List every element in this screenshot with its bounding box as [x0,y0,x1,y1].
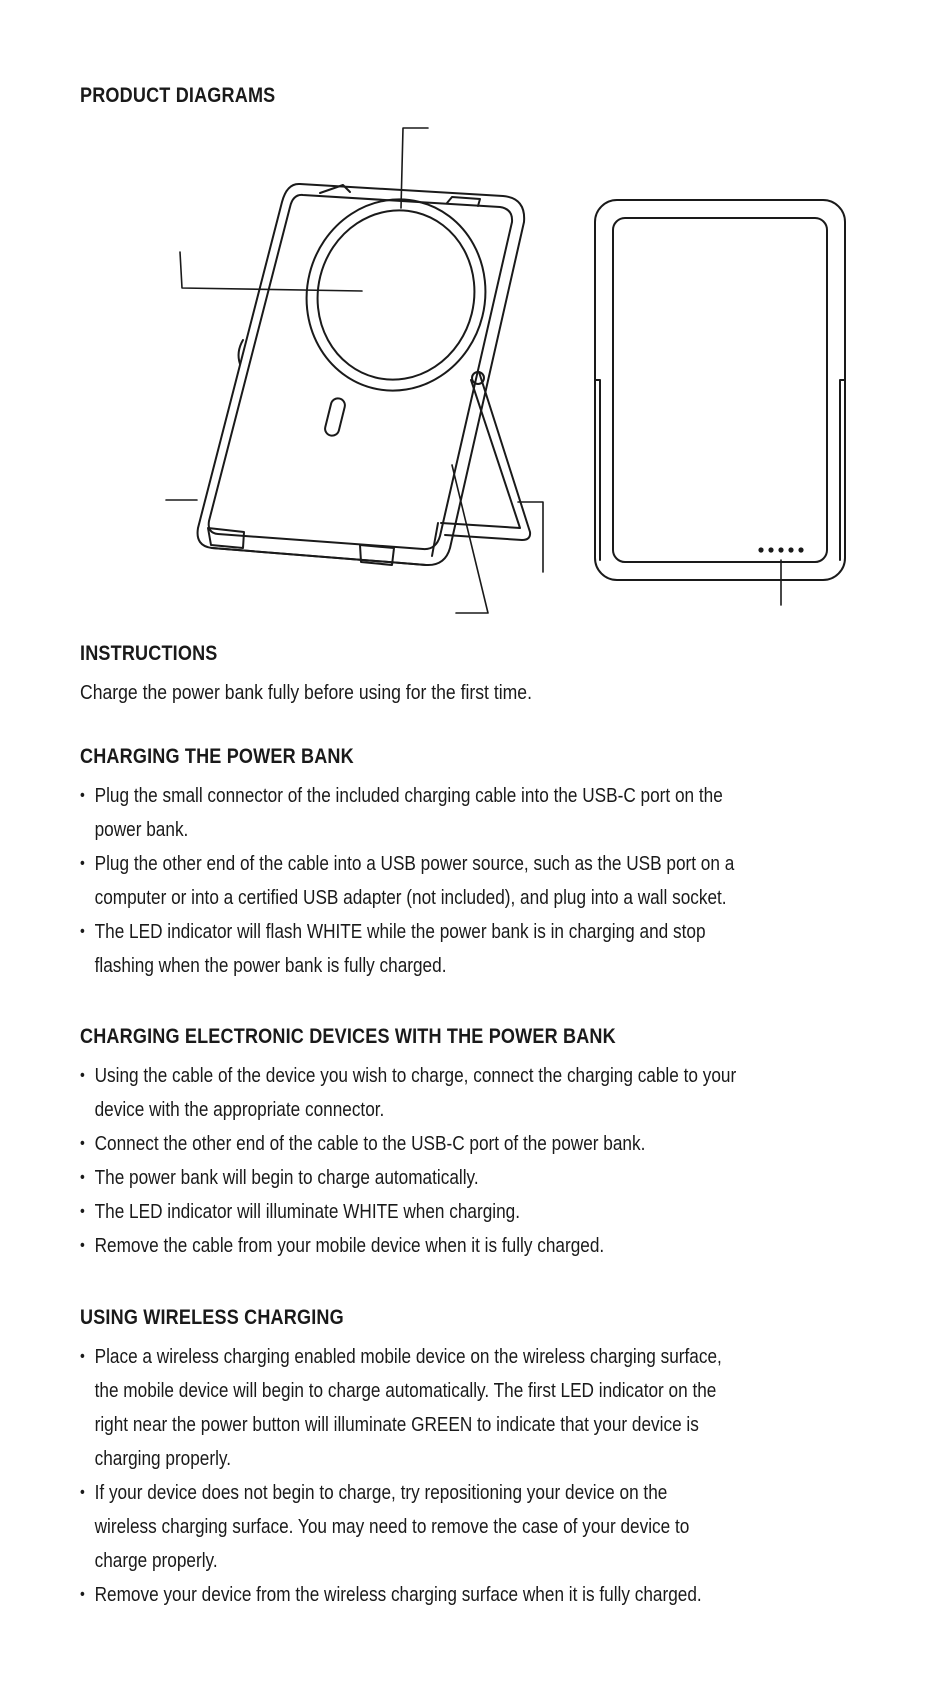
list-item: • Connect the other end of the cable to the USB-C port of the power bank. [80,1127,923,1161]
instructions-text: Charge the power bank fully before using for the first time. [80,682,532,704]
list-item: • Remove the cable from your mobile device when it is fully charged. [80,1229,923,1263]
wireless-list [80,1340,923,1612]
list-item: • Plug the small connector of the included charging cable into the USB-C port on the power bank. [80,779,923,847]
charging-bank-list [80,779,923,983]
list-item: • Using the cable of the device you wish to charge, connect the charging cable to your device with the appropriate connector. [80,1059,923,1127]
list-item: • Place a wireless charging enabled mobile device on the wireless charging surface, the mobile device will begin to charge automatically. The first LED indicator on the right near the power button will illuminate GREEN to indicate that your device is charging properly. [80,1340,923,1476]
instructions-heading: INSTRUCTIONS [80,642,218,665]
product-diagram [0,110,927,630]
product-diagrams-heading: PRODUCT DIAGRAMS [80,84,276,107]
charging-devices-heading: CHARGING ELECTRONIC DEVICES WITH THE POWER BANK [80,1025,616,1048]
list-item: • If your device does not begin to charge, try repositioning your device on the wireless charging surface. You may need to remove the case of your device to charge properly. [80,1476,923,1578]
list-item: • The LED indicator will flash WHITE while the power bank is in charging and stop flashing when the power bank is fully charged. [80,915,923,983]
list-item: • The LED indicator will illuminate WHITE when charging. [80,1195,923,1229]
list-item: • Plug the other end of the cable into a USB power source, such as the USB port on a computer or into a certified USB adapter (not included), and plug into a wall socket. [80,847,923,915]
list-item: • The power bank will begin to charge automatically. [80,1161,923,1195]
list-item: • Remove your device from the wireless charging surface when it is fully charged. [80,1578,923,1612]
charging-devices-list [80,1059,923,1263]
led-indicators [758,547,803,552]
charging-bank-heading: CHARGING THE POWER BANK [80,745,354,768]
wireless-heading: USING WIRELESS CHARGING [80,1306,344,1329]
kickstand [432,372,530,556]
power-bank-back-view [595,200,845,580]
